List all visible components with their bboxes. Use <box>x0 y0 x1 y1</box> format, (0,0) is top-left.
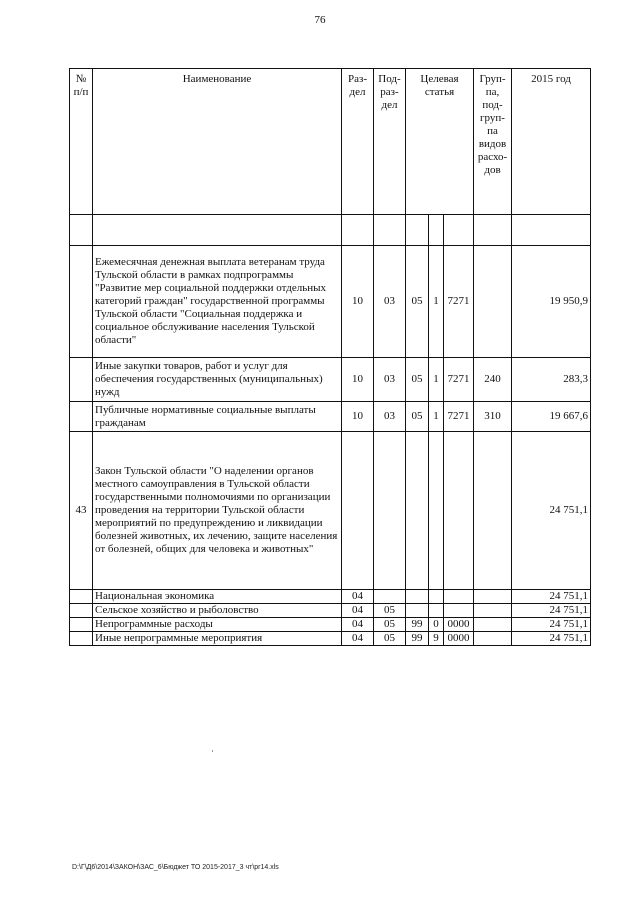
table-row <box>70 604 591 618</box>
row-cs3: 7271 <box>444 246 474 358</box>
row-cs1: 99 <box>406 618 429 632</box>
budget-table <box>69 68 591 646</box>
row-razdel: 04 <box>342 632 374 646</box>
row-num <box>70 590 93 604</box>
row-name: Ежемесячная денежная выплата ветеранам труда Тульской области в рамках подпрограммы "Развитие мер социальной поддержки отдельных категорий граждан" государственной программы Тульской области "Социальная поддержка и социальное обслуживание населения Тульской области" <box>93 246 342 358</box>
col-header-podrazdel: Под-раз-дел <box>374 69 406 215</box>
col-header-name: Наименование <box>93 69 342 215</box>
row-cs3: 7271 <box>444 402 474 432</box>
col-header-gruppa: Груп-па, под-груп-па видов расхо-дов <box>474 69 512 215</box>
row-gruppa <box>474 246 512 358</box>
row-podrazdel <box>374 432 406 590</box>
row-gruppa: 240 <box>474 358 512 402</box>
row-gruppa <box>474 618 512 632</box>
spacer-row <box>70 215 591 246</box>
row-cs1 <box>406 590 429 604</box>
row-cs1: 05 <box>406 402 429 432</box>
row-cs2: 9 <box>429 632 444 646</box>
table-header-row <box>70 69 591 215</box>
row-num <box>70 604 93 618</box>
row-razdel: 10 <box>342 402 374 432</box>
row-name: Иные закупки товаров, работ и услуг для обеспечения государственных (муниципальных) нужд <box>93 358 342 402</box>
row-gruppa: 310 <box>474 402 512 432</box>
table-row <box>70 632 591 646</box>
row-amount: 24 751,1 <box>512 604 591 618</box>
table-row <box>70 590 591 604</box>
table-row <box>70 618 591 632</box>
row-podrazdel: 03 <box>374 402 406 432</box>
row-cs2: 1 <box>429 246 444 358</box>
row-num <box>70 246 93 358</box>
row-podrazdel: 05 <box>374 618 406 632</box>
row-cs1 <box>406 432 429 590</box>
row-podrazdel: 03 <box>374 246 406 358</box>
row-razdel <box>342 432 374 590</box>
row-podrazdel: 03 <box>374 358 406 402</box>
row-num: 43 <box>70 432 93 590</box>
row-razdel: 10 <box>342 246 374 358</box>
row-cs2: 1 <box>429 402 444 432</box>
col-header-num: № п/п <box>70 69 93 215</box>
row-cs2 <box>429 432 444 590</box>
row-gruppa <box>474 604 512 618</box>
row-amount: 24 751,1 <box>512 590 591 604</box>
footer-file-path: D:\Г\Д6\2014\ЗАКОН\ЗАС_6\Бюджет ТО 2015-2017_3 чт\pr14.xls <box>72 864 279 871</box>
row-cs1 <box>406 604 429 618</box>
col-header-year: 2015 год <box>512 69 591 215</box>
row-podrazdel <box>374 590 406 604</box>
row-podrazdel: 05 <box>374 632 406 646</box>
row-cs2: 0 <box>429 618 444 632</box>
row-razdel: 04 <box>342 604 374 618</box>
row-name: Непрограммные расходы <box>93 618 342 632</box>
table-row <box>70 432 591 590</box>
row-razdel: 04 <box>342 590 374 604</box>
page-number: 76 <box>314 14 326 26</box>
row-razdel: 04 <box>342 618 374 632</box>
row-name: Закон Тульской области "О наделении органов местного самоуправления в Тульской области государственными полномочиями по организации проведения на территории Тульской области мероприятий по предупреждению и ликвидации болезней животных, их лечению, защите населения от болезней, общих для человека и животных" <box>93 432 342 590</box>
col-header-razdel: Раз-дел <box>342 69 374 215</box>
row-amount: 24 751,1 <box>512 632 591 646</box>
row-name: Публичные нормативные социальные выплаты гражданам <box>93 402 342 432</box>
row-cs1: 05 <box>406 246 429 358</box>
row-amount: 19 667,6 <box>512 402 591 432</box>
col-header-celevaya: Целевая статья <box>406 69 474 215</box>
row-razdel: 10 <box>342 358 374 402</box>
row-num <box>70 402 93 432</box>
row-cs3 <box>444 590 474 604</box>
table-row <box>70 246 591 358</box>
row-num <box>70 618 93 632</box>
row-amount: 24 751,1 <box>512 618 591 632</box>
row-num <box>70 632 93 646</box>
row-cs2 <box>429 590 444 604</box>
row-cs1: 05 <box>406 358 429 402</box>
row-cs3: 0000 <box>444 632 474 646</box>
row-num <box>70 358 93 402</box>
row-amount: 19 950,9 <box>512 246 591 358</box>
row-amount: 24 751,1 <box>512 432 591 590</box>
row-podrazdel: 05 <box>374 604 406 618</box>
row-cs3 <box>444 604 474 618</box>
table-row <box>70 358 591 402</box>
row-cs2 <box>429 604 444 618</box>
row-gruppa <box>474 590 512 604</box>
row-name: Национальная экономика <box>93 590 342 604</box>
row-cs1: 99 <box>406 632 429 646</box>
row-name: Иные непрограммные мероприятия <box>93 632 342 646</box>
row-cs3: 0000 <box>444 618 474 632</box>
row-gruppa <box>474 632 512 646</box>
scan-speck <box>212 750 213 752</box>
row-cs3: 7271 <box>444 358 474 402</box>
row-gruppa <box>474 432 512 590</box>
row-cs2: 1 <box>429 358 444 402</box>
row-amount: 283,3 <box>512 358 591 402</box>
row-name: Сельское хозяйство и рыболовство <box>93 604 342 618</box>
table-row <box>70 402 591 432</box>
row-cs3 <box>444 432 474 590</box>
